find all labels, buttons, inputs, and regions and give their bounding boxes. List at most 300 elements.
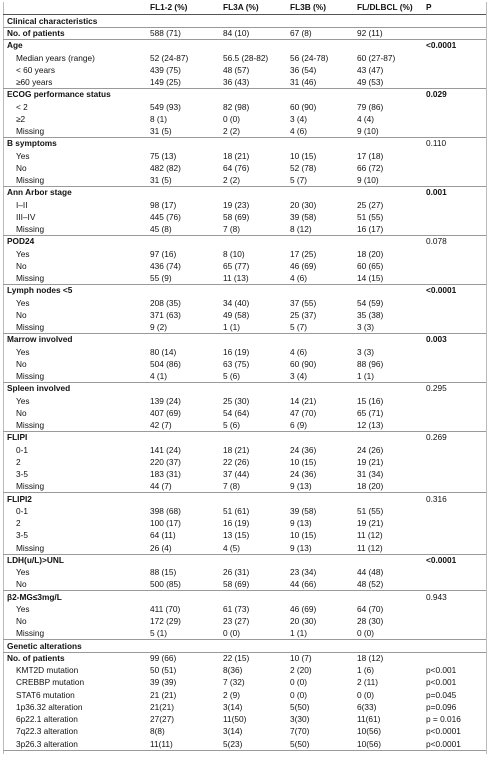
p-value-cell: 0.316 <box>426 493 447 504</box>
table-cell: 22 (15) <box>223 652 250 663</box>
table-cell: 439 (75) <box>150 64 181 75</box>
table-cell: 80 (14) <box>150 346 177 357</box>
row-label: Yes <box>16 150 30 161</box>
table-cell: 51 (61) <box>223 505 250 516</box>
row-label: No <box>16 162 27 173</box>
table-cell: 5 (7) <box>290 322 308 333</box>
table-cell: 44 (48) <box>357 567 384 578</box>
row-label: Lymph nodes <5 <box>7 285 73 296</box>
table-cell: 12 (13) <box>357 420 384 431</box>
row-label: Missing <box>16 175 45 186</box>
table-row <box>0 713 491 725</box>
row-label: No <box>16 358 27 369</box>
table-cell: 15 (16) <box>357 395 384 406</box>
row-label: Missing <box>16 481 45 492</box>
table-cell: 0 (0) <box>357 628 375 639</box>
table-row <box>0 603 491 615</box>
table-cell: 0 (0) <box>290 689 308 700</box>
row-label: ECOG performance status <box>7 89 111 100</box>
table-row <box>0 419 491 431</box>
table-row <box>0 223 491 235</box>
row-label: Yes <box>16 567 30 578</box>
row-label: CREBBP mutation <box>16 677 85 688</box>
row-label: Missing <box>16 224 45 235</box>
table-cell: 4 (6) <box>290 273 308 284</box>
table-cell: 10(56) <box>357 726 381 737</box>
table-cell: 9 (10) <box>357 175 379 186</box>
table-row <box>0 468 491 480</box>
header-p: P <box>426 2 432 12</box>
header-fl3b: FL3B (%) <box>290 2 326 12</box>
table-cell: 26 (4) <box>150 542 172 553</box>
table-cell: 4 (4) <box>357 113 375 124</box>
table-cell: 19 (21) <box>357 456 384 467</box>
table-cell: 46 (69) <box>290 603 317 614</box>
table-row <box>0 456 491 468</box>
table-cell: 19 (21) <box>357 518 384 529</box>
header-fl-dlbcl: FL/DLBCL (%) <box>357 2 413 12</box>
table-cell: 20 (30) <box>290 616 317 627</box>
row-label: ≥60 years <box>16 77 53 88</box>
table-cell: 65 (71) <box>357 407 384 418</box>
row-label: FLIPI2 <box>7 493 32 504</box>
table-group-row <box>0 640 491 652</box>
table-row <box>0 248 491 260</box>
table-cell: 11 (12) <box>357 530 383 541</box>
p-value-cell: <0.0001 <box>426 554 457 565</box>
p-value-cell: <0.0001 <box>426 285 457 296</box>
row-label: Yes <box>16 603 30 614</box>
row-label: Missing <box>16 126 45 137</box>
table-cell: 5 (6) <box>223 371 241 382</box>
table-cell: 54 (59) <box>357 297 384 308</box>
table-cell: 588 (71) <box>150 28 181 39</box>
row-label: III–IV <box>16 211 36 222</box>
table-cell: 44 (7) <box>150 481 172 492</box>
p-value-cell: 0.110 <box>426 138 447 149</box>
table-row <box>0 615 491 627</box>
table-cell: 7 (8) <box>223 481 241 492</box>
table-cell: 3 (4) <box>290 113 308 124</box>
table-cell: 9 (13) <box>290 542 312 553</box>
row-label: Yes <box>16 248 30 259</box>
table-cell: 436 (74) <box>150 260 181 271</box>
table-cell: 65 (77) <box>223 260 250 271</box>
table-cell: 92 (11) <box>357 28 383 39</box>
table-cell: 1 (1) <box>290 628 308 639</box>
row-label: KMT2D mutation <box>16 665 79 676</box>
table-cell: 10 (15) <box>290 530 317 541</box>
table-row <box>0 480 491 492</box>
row-label: No. of patients <box>7 652 65 663</box>
table-cell: 11 (12) <box>357 542 383 553</box>
table-cell: 20 (30) <box>290 199 317 210</box>
table-cell: 6(33) <box>357 701 377 712</box>
p-value-cell: p<0.0001 <box>426 738 461 749</box>
table-cell: 46 (69) <box>290 260 317 271</box>
table-cell: 43 (47) <box>357 64 384 75</box>
table-row <box>0 578 491 590</box>
table-cell: 9 (10) <box>357 126 379 137</box>
p-value-cell: p = 0.016 <box>426 714 461 725</box>
table-row <box>0 272 491 284</box>
row-label: 3p26.3 alteration <box>16 738 78 749</box>
table-cell: 220 (37) <box>150 456 181 467</box>
p-value-cell: <0.0001 <box>426 40 457 51</box>
table-cell: 1 (1) <box>357 371 375 382</box>
table-cell: 21(21) <box>150 701 174 712</box>
table-row <box>0 664 491 676</box>
table-cell: 24 (26) <box>357 444 384 455</box>
bottom-rule <box>3 750 486 751</box>
table-cell: 49 (58) <box>223 309 250 320</box>
table-cell: 14 (15) <box>357 273 384 284</box>
table-cell: 11(11) <box>150 738 173 749</box>
table-cell: 82 (98) <box>223 101 250 112</box>
table-cell: 64 (70) <box>357 603 384 614</box>
row-label: 2 <box>16 456 21 467</box>
p-value-cell: p<0.0001 <box>426 726 461 737</box>
table-cell: 88 (96) <box>357 358 384 369</box>
table-cell: 172 (29) <box>150 616 181 627</box>
row-label: Missing <box>16 420 45 431</box>
row-label: Age <box>7 40 23 51</box>
p-value-cell: 0.003 <box>426 334 447 345</box>
row-label: 3-5 <box>16 469 28 480</box>
p-value-cell: 0.269 <box>426 432 447 443</box>
table-cell: 14 (21) <box>290 395 317 406</box>
table-cell: 8 (10) <box>223 248 245 259</box>
table-cell: 64 (76) <box>223 162 250 173</box>
table-row <box>0 542 491 554</box>
row-label: 0-1 <box>16 444 28 455</box>
table-cell: 4 (5) <box>223 542 241 553</box>
table-cell: 445 (76) <box>150 211 181 222</box>
table-cell: 11(61) <box>357 714 381 725</box>
table-cell: 56 (24-78) <box>290 52 329 63</box>
table-row <box>0 505 491 517</box>
table-cell: 64 (11) <box>150 530 176 541</box>
table-cell: 8(36) <box>223 665 243 676</box>
table-row <box>0 101 491 113</box>
p-value-cell: 0.078 <box>426 236 447 247</box>
table-cell: 25 (37) <box>290 309 317 320</box>
row-label: Missing <box>16 273 45 284</box>
table-cell: 26 (31) <box>223 567 250 578</box>
table-cell: 10 (15) <box>290 150 317 161</box>
table-cell: 8(8) <box>150 726 165 737</box>
table-cell: 24 (36) <box>290 444 317 455</box>
table-cell: 2 (2) <box>223 126 241 137</box>
header-row <box>0 1 491 13</box>
table-cell: 18 (21) <box>223 150 250 161</box>
table-cell: 482 (82) <box>150 162 181 173</box>
table-cell: 3 (3) <box>357 322 375 333</box>
table-cell: 31 (34) <box>357 469 384 480</box>
row-label: FLIPI <box>7 432 28 443</box>
row-label: Ann Arbor stage <box>7 187 72 198</box>
table-cell: 5 (1) <box>150 628 168 639</box>
row-label: Clinical characteristics <box>7 15 98 26</box>
table-cell: 11(50) <box>223 714 247 725</box>
table-cell: 3(14) <box>223 726 243 737</box>
table-cell: 504 (86) <box>150 358 181 369</box>
table-cell: 49 (53) <box>357 77 384 88</box>
table-cell: 50 (51) <box>150 665 177 676</box>
table-row <box>0 125 491 137</box>
p-value-cell: 0.943 <box>426 591 447 602</box>
table-cell: 3(30) <box>290 714 310 725</box>
table-cell: 411 (70) <box>150 603 181 614</box>
table-cell: 21 (21) <box>150 689 177 700</box>
table-group-row <box>0 137 491 149</box>
table-cell: 11 (13) <box>223 273 249 284</box>
p-value-cell: p=0.045 <box>426 689 457 700</box>
table-cell: 13 (15) <box>223 530 250 541</box>
row-label: β2-MG≤3mg/L <box>7 591 62 602</box>
table-cell: 398 (68) <box>150 505 181 516</box>
table-cell: 18 (20) <box>357 248 384 259</box>
table-row <box>0 358 491 370</box>
table-cell: 25 (30) <box>223 395 250 406</box>
table-group-row <box>0 591 491 603</box>
table-cell: 23 (34) <box>290 567 317 578</box>
row-label: < 60 years <box>16 64 55 75</box>
row-label: 6p22.1 alteration <box>16 714 78 725</box>
row-label: STAT6 mutation <box>16 689 75 700</box>
table-cell: 17 (25) <box>290 248 317 259</box>
table-cell: 5 (7) <box>290 175 308 186</box>
table-cell: 37 (55) <box>290 297 317 308</box>
row-label: Median years (range) <box>16 52 95 63</box>
table-row <box>0 76 491 88</box>
table-cell: 84 (10) <box>223 28 250 39</box>
row-label: LDH(u/L)>UNL <box>7 554 64 565</box>
table-row <box>0 211 491 223</box>
row-label: ≥2 <box>16 113 26 124</box>
table-cell: 31 (46) <box>290 77 317 88</box>
table-cell: 39 (58) <box>290 505 317 516</box>
table-row <box>0 162 491 174</box>
table-cell: 10(56) <box>357 738 381 749</box>
table-cell: 0 (0) <box>223 113 241 124</box>
row-label: Yes <box>16 346 30 357</box>
table-cell: 7(70) <box>290 726 310 737</box>
table-cell: 22 (26) <box>223 456 250 467</box>
header-fl3a: FL3A (%) <box>223 2 259 12</box>
table-cell: 500 (85) <box>150 579 181 590</box>
row-label: 3-5 <box>16 530 28 541</box>
table-row <box>0 150 491 162</box>
row-label: Missing <box>16 322 45 333</box>
row-label: POD24 <box>7 236 35 247</box>
table-cell: 6 (9) <box>290 420 308 431</box>
table-row <box>0 64 491 76</box>
row-label: B symptoms <box>7 138 57 149</box>
table-cell: 549 (93) <box>150 101 181 112</box>
table-group-row <box>0 333 491 345</box>
table-cell: 1 (6) <box>357 665 375 676</box>
table-cell: 66 (72) <box>357 162 384 173</box>
p-value-cell: 0.029 <box>426 89 447 100</box>
table-row <box>0 529 491 541</box>
table-cell: 58 (69) <box>223 579 250 590</box>
table-cell: 16 (17) <box>357 224 384 235</box>
table-cell: 19 (23) <box>223 199 250 210</box>
table-group-row <box>0 15 491 27</box>
table-cell: 42 (7) <box>150 420 172 431</box>
table-cell: 36 (43) <box>223 77 250 88</box>
table-cell: 3 (4) <box>290 371 308 382</box>
table-cell: 141 (24) <box>150 444 181 455</box>
table-cell: 61 (73) <box>223 603 250 614</box>
table-cell: 35 (38) <box>357 309 384 320</box>
row-label: Yes <box>16 395 30 406</box>
table-cell: 60 (65) <box>357 260 384 271</box>
table-cell: 88 (15) <box>150 567 177 578</box>
table-cell: 99 (66) <box>150 652 177 663</box>
table-group-row <box>0 493 491 505</box>
table-cell: 39 (58) <box>290 211 317 222</box>
table-group-row <box>0 235 491 247</box>
table-cell: 9 (2) <box>150 322 168 333</box>
table-cell: 98 (17) <box>150 199 177 210</box>
table-cell: 1 (1) <box>223 322 241 333</box>
table-cell: 45 (8) <box>150 224 172 235</box>
row-label: No <box>16 260 27 271</box>
table-row <box>0 113 491 125</box>
table-cell: 58 (69) <box>223 211 250 222</box>
row-label: No <box>16 309 27 320</box>
table-cell: 97 (16) <box>150 248 177 259</box>
table-cell: 25 (27) <box>357 199 384 210</box>
table-cell: 31 (5) <box>150 126 172 137</box>
table-cell: 8 (12) <box>290 224 312 235</box>
table-row <box>0 627 491 639</box>
table-cell: 79 (86) <box>357 101 384 112</box>
table-row <box>0 309 491 321</box>
table-group-row <box>0 88 491 100</box>
table-cell: 36 (54) <box>290 64 317 75</box>
table-cell: 37 (44) <box>223 469 250 480</box>
table-cell: 3 (3) <box>357 346 375 357</box>
table-cell: 63 (75) <box>223 358 250 369</box>
table-cell: 56.5 (28-82) <box>223 52 269 63</box>
table-cell: 7 (32) <box>223 677 245 688</box>
p-value-cell: 0.001 <box>426 187 447 198</box>
row-label: Marrow involved <box>7 334 73 345</box>
table-cell: 17 (18) <box>357 150 384 161</box>
table-cell: 31 (5) <box>150 175 172 186</box>
row-label: < 2 <box>16 101 28 112</box>
table-cell: 34 (40) <box>223 297 250 308</box>
table-row <box>0 297 491 309</box>
p-value-cell: p<0.001 <box>426 677 457 688</box>
row-label: Missing <box>16 628 45 639</box>
row-label: Missing <box>16 371 45 382</box>
table-cell: 2 (2) <box>223 175 241 186</box>
table-cell: 5(50) <box>290 738 310 749</box>
table-row <box>0 260 491 272</box>
table-cell: 9 (13) <box>290 481 312 492</box>
table-cell: 39 (39) <box>150 677 177 688</box>
table-group-row <box>0 431 491 443</box>
table-cell: 10 (7) <box>290 652 312 663</box>
table-cell: 2 (11) <box>357 677 379 688</box>
table-cell: 47 (70) <box>290 407 317 418</box>
table-cell: 54 (64) <box>223 407 250 418</box>
row-label: Genetic alterations <box>7 640 82 651</box>
row-label: Spleen involved <box>7 383 71 394</box>
header-fl12: FL1-2 (%) <box>150 2 188 12</box>
table-cell: 75 (13) <box>150 150 177 161</box>
table-group-row <box>0 39 491 51</box>
row-label: 1p36.32 alteration <box>16 701 83 712</box>
table-group-row <box>0 382 491 394</box>
row-label: I–II <box>16 199 28 210</box>
table-cell: 0 (0) <box>357 689 375 700</box>
table-cell: 7 (8) <box>223 224 241 235</box>
table-cell: 8 (1) <box>150 113 168 124</box>
table-cell: 67 (8) <box>290 28 312 39</box>
row-label: 0-1 <box>16 505 28 516</box>
table-row <box>0 174 491 186</box>
table-cell: 60 (27-87) <box>357 52 396 63</box>
table-cell: 51 (55) <box>357 211 384 222</box>
table-cell: 60 (90) <box>290 358 317 369</box>
table-cell: 51 (55) <box>357 505 384 516</box>
table-cell: 371 (63) <box>150 309 181 320</box>
table-cell: 18 (20) <box>357 481 384 492</box>
table-row <box>0 738 491 750</box>
table-group-row <box>0 27 491 39</box>
row-label: Yes <box>16 297 30 308</box>
table-cell: 48 (52) <box>357 579 384 590</box>
table-cell: 183 (31) <box>150 469 181 480</box>
table-cell: 9 (13) <box>290 518 312 529</box>
p-value-cell: p<0.001 <box>426 665 457 676</box>
table-cell: 5(50) <box>290 701 310 712</box>
table-row <box>0 444 491 456</box>
table-group-row <box>0 554 491 566</box>
table-cell: 139 (24) <box>150 395 181 406</box>
row-label: No. of patients <box>7 28 65 39</box>
table-row <box>0 395 491 407</box>
table-cell: 5(23) <box>223 738 243 749</box>
table-row <box>0 517 491 529</box>
p-value-cell: 0.295 <box>426 383 447 394</box>
table-cell: 52 (78) <box>290 162 317 173</box>
table-cell: 2 (9) <box>223 689 241 700</box>
table-row <box>0 199 491 211</box>
table-cell: 27(27) <box>150 714 174 725</box>
table-row <box>0 407 491 419</box>
table-group-row <box>0 284 491 296</box>
table-cell: 5 (6) <box>223 420 241 431</box>
table-row <box>0 689 491 701</box>
table-cell: 55 (9) <box>150 273 172 284</box>
table-row <box>0 566 491 578</box>
table-row <box>0 52 491 64</box>
table-cell: 52 (24-87) <box>150 52 189 63</box>
table-row <box>0 676 491 688</box>
table-cell: 18 (12) <box>357 652 384 663</box>
table-row <box>0 321 491 333</box>
table-cell: 149 (25) <box>150 77 181 88</box>
table-cell: 10 (15) <box>290 456 317 467</box>
table-row <box>0 701 491 713</box>
table-cell: 4 (6) <box>290 126 308 137</box>
